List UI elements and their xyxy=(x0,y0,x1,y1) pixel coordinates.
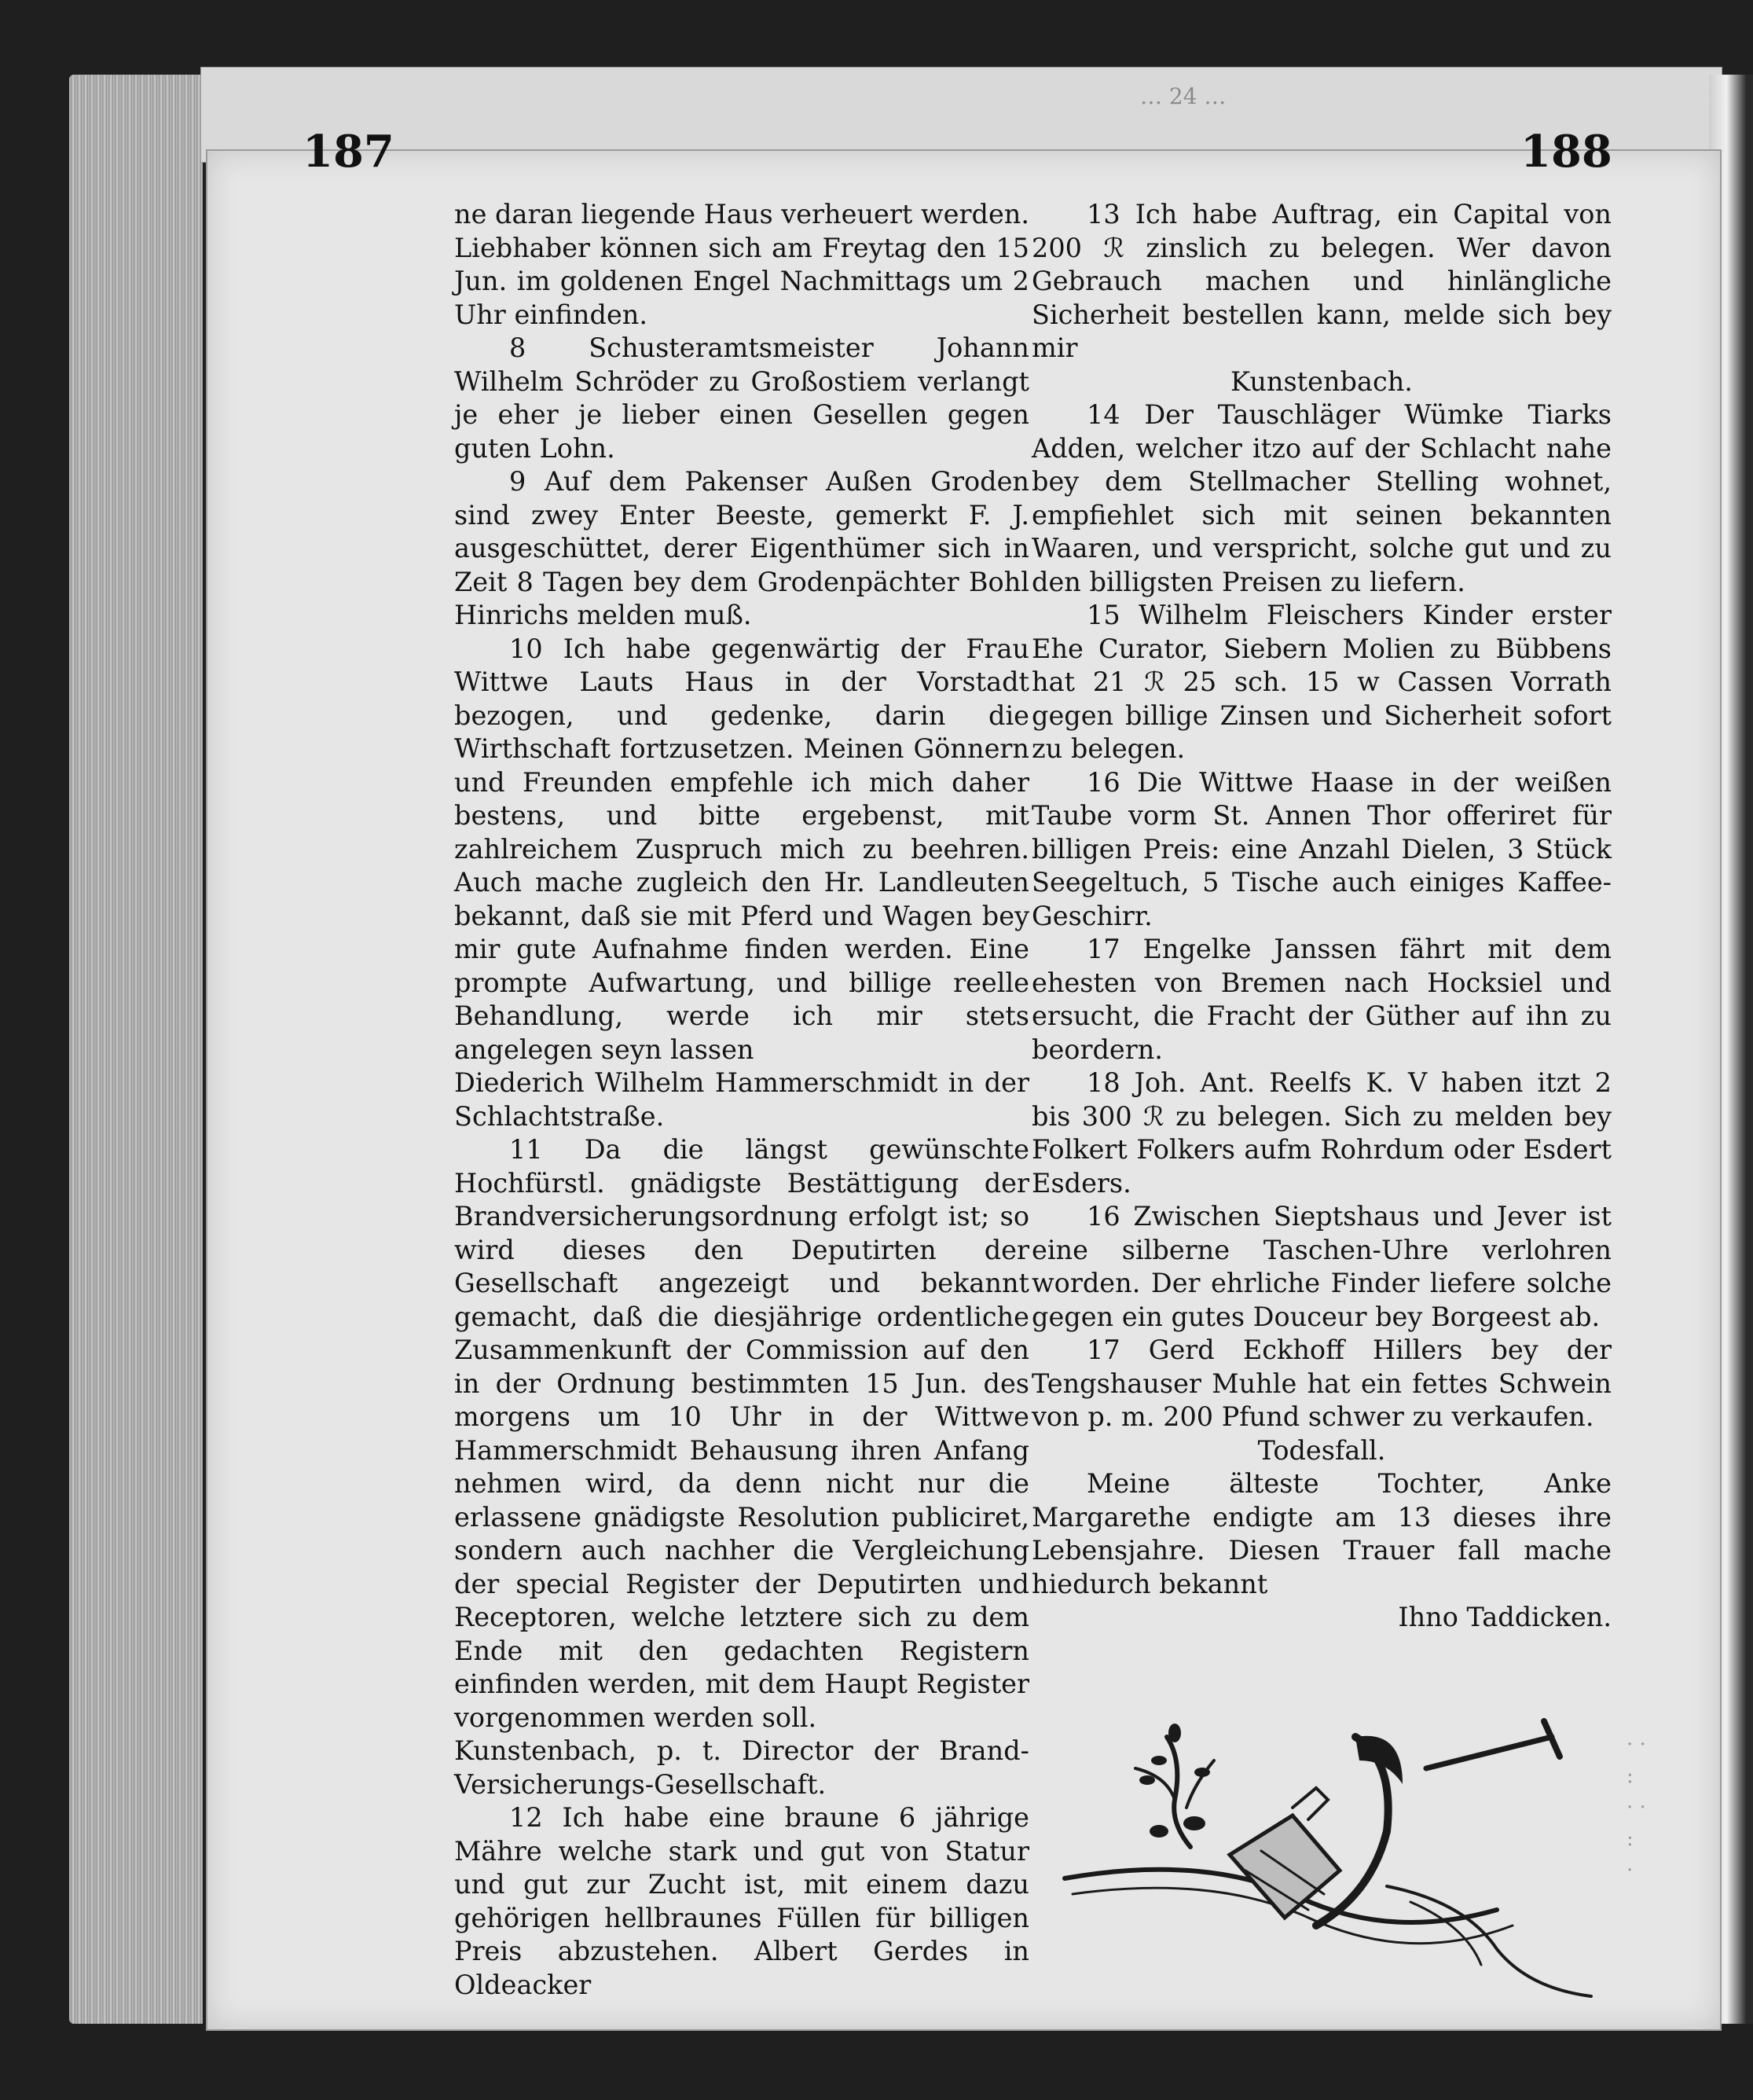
book-page-edges xyxy=(69,75,203,2024)
bleed-through-marks: · · : · · : · xyxy=(1626,1733,1646,1882)
paragraph: 8 Schusteramtsmeister Johann Wilhelm Schröder zu Großostiem verlangt je eher je lieber einen Gesellen gegen guten Lohn. xyxy=(454,332,1029,464)
paragraph: 10 Ich habe gegenwärtig der Frau Wittwe Lauts Haus in der Vorstadt bezogen, und gedenke, darin die Wirthschaft fortzusetzen. Meinen Gönnern und Freunden empfehle ich mich daher bestens, und bitte ergebenst, mit zahlreichem Zuspruch mich zu beehren. Auch mache zugleich den Hr. Landleuten bekannt, daß sie mit Pferd und Wagen bey mir gute Aufnahme finden werden. Eine prompte Aufwartung, und billige reelle Behandlung, werde ich mir stets angelegen seyn lassen xyxy=(454,633,1029,1065)
paragraph: 17 Gerd Eckhoff Hillers bey der Tengshauser Muhle hat ein fettes Schwein von p. m. 200 Pfund schwer zu verkaufen. xyxy=(1032,1335,1612,1432)
page-number-left: 187 xyxy=(303,126,394,178)
paragraph: 13 Ich habe Auftrag, ein Capital von 200 ℛ zinslich zu belegen. Wer davon Gebrauch machen und hinlängliche Sicherheit bestellen kann, melde sich bey mir xyxy=(1032,199,1612,363)
right-text-column xyxy=(1032,198,1612,1635)
paragraph: 16 Die Wittwe Haase in der weißen Taube vorm St. Annen Thor offeriret für billigen Preis: eine Anzahl Dielen, 3 Stück Seegeltuch, 5 Tische auch einiges Kaffee-Geschirr. xyxy=(1032,766,1612,931)
paragraph: 17 Engelke Janssen fährt mit dem ehesten von Bremen nach Hocksiel und ersucht, die Fracht der Güther auf ihn zu beordern. xyxy=(1032,934,1612,1065)
signature-line: Kunstenbach, p. t. Director der Brand-Versicherungs-Gesellschaft. xyxy=(454,1735,1029,1800)
left-text-column xyxy=(454,198,1029,2002)
underlying-page-text: … 24 … xyxy=(1140,83,1227,109)
paragraph: 16 Zwischen Sieptshaus und Jever ist eine silberne Taschen-Uhre verlohren worden. Der ehrliche Finder liefere solche gegen ein gutes Douceur bey Borgeest ab. xyxy=(1032,1201,1612,1332)
paragraph: 9 Auf dem Pakenser Außen Groden sind zwey Enter Beeste, gemerkt F. J. ausgeschüttet, derer Eigenthümer sich in Zeit 8 Tagen bey dem Grodenpächter Bohl Hinrichs melden muß. xyxy=(454,466,1029,630)
signature-line: Kunstenbach. xyxy=(1230,365,1413,397)
signature-line: Ihno Taddicken. xyxy=(1398,1602,1612,1632)
section-heading: Todesfall. xyxy=(1257,1434,1386,1466)
paragraph: Meine älteste Tochter, Anke Margarethe endigte am 13 dieses ihre Lebensjahre. Diesen Trauer fall mache hiedurch bekannt xyxy=(1032,1468,1612,1599)
paragraph: 11 Da die längst gewünschte Hochfürstl. gnädigste Bestättigung der Brandversicherungsordnung erfolgt ist; so wird dieses den Deputirten der Gesellschaft angezeigt und bekannt gemacht, daß die diesjährige ordentliche Zusammenkunft der Commission auf den in der Ordnung bestimmten 15 Jun. des morgens um 10 Uhr in der Wittwe Hammerschmidt Behausung ihren Anfang nehmen wird, da denn nicht nur die erlassene gnädigste Resolution publiciret, sondern auch nachher die Vergleichung der special Register der Deputirten und Receptoren, welche letztere sich zu dem Ende mit den gedachten Registern einfinden werden, mit dem Haupt Register vorgenommen werden soll. xyxy=(454,1134,1029,1733)
signature-line: Diederich Wilhelm Hammerschmidt in der Schlachtstraße. xyxy=(454,1067,1029,1132)
paragraph: ne daran liegende Haus verheuert werden. Liebhaber können sich am Freytag den 15 Jun. im goldenen Engel Nachmittags um 2 Uhr einfinden. xyxy=(454,199,1029,330)
paragraph: 15 Wilhelm Fleischers Kinder erster Ehe Curator, Siebern Molien zu Bübbens hat 21 ℛ 25 sch. 15 w Cassen Vorrath gegen billige Zinsen und Sicherheit sofort zu belegen. xyxy=(1032,600,1612,764)
paragraph: 12 Ich habe eine braune 6 jährige Mähre welche stark und gut von Statur und gut zur Zucht ist, mit einem dazu gehörigen hellbraunes Füllen für billigen Preis abzustehen. Albert Gerdes in Oldeacker xyxy=(454,1802,1029,2000)
printers-ornament-vignette xyxy=(1057,1713,1599,2012)
page-number-right: 188 xyxy=(1520,126,1612,178)
underlying-page xyxy=(200,67,1722,163)
paragraph: 14 Der Tauschläger Wümke Tiarks Adden, welcher itzo auf der Schlacht nahe bey dem Stellmacher Stelling wohnet, empfiehlet sich mit seinen bekannten Waaren, und verspricht, solche gut und zu den billigsten Preisen zu liefern. xyxy=(1032,399,1612,597)
paragraph: 18 Joh. Ant. Reelfs K. V haben itzt 2 bis 300 ℛ zu belegen. Sich zu melden bey Folkert Folkers aufm Rohrdum oder Esdert Esders. xyxy=(1032,1067,1612,1199)
